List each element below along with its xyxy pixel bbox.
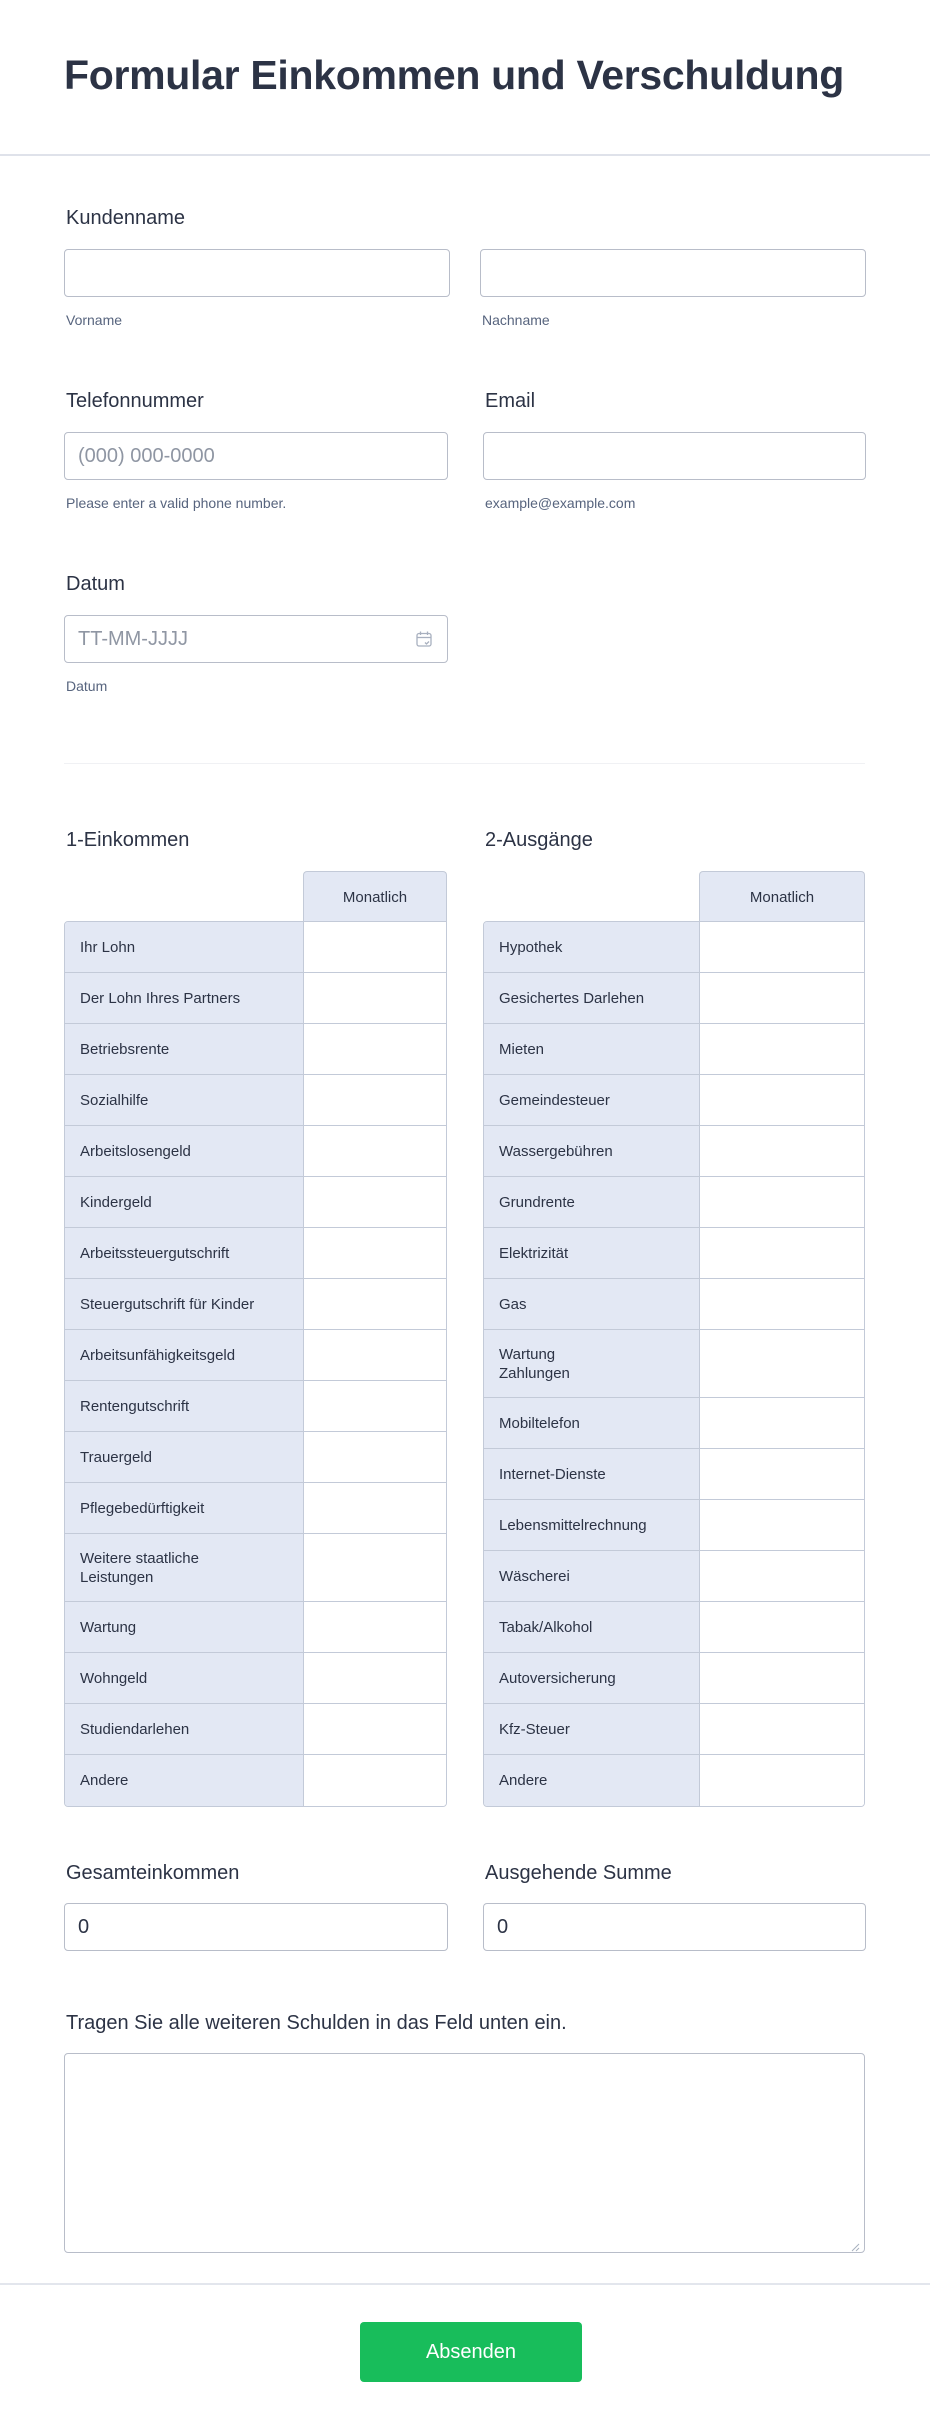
matrix-row-label: Gas	[484, 1279, 700, 1329]
matrix-row-label: Gesichertes Darlehen	[484, 973, 700, 1023]
matrix-row	[65, 1602, 446, 1653]
customer-name-label: Kundenname	[66, 207, 185, 229]
matrix-row-label: Wohngeld	[65, 1653, 304, 1703]
matrix-row	[484, 1126, 864, 1177]
matrix-monthly-input[interactable]	[304, 1126, 446, 1176]
matrix-row-label: Kindergeld	[65, 1177, 304, 1227]
matrix-row-label: Andere	[484, 1755, 700, 1806]
matrix-row-label: Kfz-Steuer	[484, 1704, 700, 1754]
total-income-input[interactable]: 0	[64, 1903, 448, 1951]
matrix-monthly-input[interactable]	[304, 922, 446, 972]
matrix-row	[65, 1755, 446, 1806]
other-debts-label: Tragen Sie alle weiteren Schulden in das Feld unten ein.	[66, 2012, 567, 2034]
income-section-title: 1-Einkommen	[66, 829, 190, 851]
matrix-row	[484, 1551, 864, 1602]
matrix-row	[65, 1381, 446, 1432]
matrix-row	[65, 1653, 446, 1704]
matrix-monthly-input[interactable]	[304, 1653, 446, 1703]
matrix-monthly-input[interactable]	[700, 1500, 864, 1550]
matrix-row-label: Rentengutschrift	[65, 1381, 304, 1431]
matrix-monthly-input[interactable]	[700, 1279, 864, 1329]
matrix-row	[65, 1279, 446, 1330]
matrix-row	[484, 1755, 864, 1806]
matrix-monthly-input[interactable]	[304, 1228, 446, 1278]
matrix-monthly-input[interactable]	[700, 1704, 864, 1754]
matrix-row-label: Arbeitsunfähigkeitsgeld	[65, 1330, 304, 1380]
matrix-monthly-input[interactable]	[304, 1330, 446, 1380]
matrix-row-label: Studiendarlehen	[65, 1704, 304, 1754]
matrix-row	[65, 1126, 446, 1177]
matrix-row-label: Steuergutschrift für Kinder	[65, 1279, 304, 1329]
matrix-row	[484, 1704, 864, 1755]
phone-label: Telefonnummer	[66, 390, 204, 412]
footer-divider	[0, 2283, 930, 2285]
matrix-monthly-input[interactable]	[304, 973, 446, 1023]
matrix-row-label: Mobiltelefon	[484, 1398, 700, 1448]
matrix-monthly-input[interactable]	[700, 1126, 864, 1176]
matrix-row	[65, 922, 446, 973]
matrix-row-label: Elektrizität	[484, 1228, 700, 1278]
matrix-monthly-input[interactable]	[700, 1449, 864, 1499]
matrix-row	[65, 1704, 446, 1755]
matrix-row	[484, 1075, 864, 1126]
matrix-monthly-input[interactable]	[304, 1075, 446, 1125]
submit-button[interactable]: Absenden	[360, 2322, 582, 2382]
matrix-monthly-input[interactable]	[304, 1483, 446, 1533]
matrix-row	[484, 1449, 864, 1500]
matrix-row-label: Wassergebühren	[484, 1126, 700, 1176]
matrix-row-label: Sozialhilfe	[65, 1075, 304, 1125]
matrix-row	[65, 973, 446, 1024]
matrix-row	[65, 1330, 446, 1381]
matrix-row	[484, 1279, 864, 1330]
total-expense-label: Ausgehende Summe	[485, 1862, 672, 1884]
matrix-row-label: Ihr Lohn	[65, 922, 304, 972]
section-divider	[64, 763, 865, 764]
matrix-row	[65, 1024, 446, 1075]
email-label: Email	[485, 390, 536, 412]
first-name-input[interactable]	[64, 249, 450, 297]
form-header	[0, 0, 930, 156]
matrix-row-label: Wartung	[65, 1602, 304, 1652]
matrix-row	[484, 973, 864, 1024]
total-income-label: Gesamteinkommen	[66, 1862, 240, 1884]
matrix-row-label: Autoversicherung	[484, 1653, 700, 1703]
matrix-row	[65, 1177, 446, 1228]
phone-placeholder: (000) 000-0000	[78, 444, 215, 467]
matrix-monthly-input[interactable]	[700, 1551, 864, 1601]
matrix-monthly-input[interactable]	[700, 1228, 864, 1278]
matrix-row-label: Internet-Dienste	[484, 1449, 700, 1499]
matrix-row	[65, 1432, 446, 1483]
date-label: Datum	[66, 573, 125, 595]
matrix-row-label: Der Lohn Ihres Partners	[65, 973, 304, 1023]
matrix-monthly-input[interactable]	[304, 1755, 446, 1806]
matrix-monthly-input[interactable]	[700, 1602, 864, 1652]
phone-input[interactable]	[64, 432, 448, 480]
matrix-monthly-input[interactable]	[304, 1279, 446, 1329]
matrix-row-label: Wartung Zahlungen	[484, 1330, 700, 1397]
matrix-row-label: Arbeitssteuergutschrift	[65, 1228, 304, 1278]
matrix-row	[65, 1075, 446, 1126]
matrix-row	[484, 1500, 864, 1551]
matrix-row-label: Andere	[65, 1755, 304, 1806]
last-name-sublabel: Nachname	[482, 312, 550, 328]
matrix-row	[65, 1228, 446, 1279]
matrix-monthly-input[interactable]	[700, 973, 864, 1023]
matrix-monthly-input[interactable]	[304, 1177, 446, 1227]
matrix-monthly-input[interactable]	[304, 1602, 446, 1652]
expenses-column-header: Monatlich	[699, 871, 865, 922]
last-name-input[interactable]	[480, 249, 866, 297]
matrix-row	[484, 1602, 864, 1653]
matrix-row	[484, 1398, 864, 1449]
matrix-row-label: Hypothek	[484, 922, 700, 972]
matrix-row-label: Gemeindesteuer	[484, 1075, 700, 1125]
matrix-row	[484, 1653, 864, 1704]
matrix-row-label: Weitere staatliche Leistungen	[65, 1534, 304, 1601]
total-expense-input[interactable]: 0	[483, 1903, 866, 1951]
email-sublabel: example@example.com	[485, 495, 636, 511]
matrix-monthly-input[interactable]	[304, 1534, 446, 1601]
matrix-row-label: Tabak/Alkohol	[484, 1602, 700, 1652]
matrix-row	[65, 1483, 446, 1534]
income-matrix	[64, 921, 447, 1807]
matrix-row	[484, 1228, 864, 1279]
matrix-row	[484, 1330, 864, 1398]
matrix-monthly-input[interactable]	[304, 1432, 446, 1482]
matrix-row-label: Trauergeld	[65, 1432, 304, 1482]
matrix-row-label: Arbeitslosengeld	[65, 1126, 304, 1176]
phone-sublabel: Please enter a valid phone number.	[66, 495, 287, 511]
matrix-row-label: Wäscherei	[484, 1551, 700, 1601]
matrix-monthly-input[interactable]	[700, 1330, 864, 1397]
matrix-monthly-input[interactable]	[304, 1704, 446, 1754]
date-placeholder: TT-MM-JJJJ	[78, 627, 188, 650]
matrix-monthly-input[interactable]	[700, 1177, 864, 1227]
matrix-row-label: Lebensmittelrechnung	[484, 1500, 700, 1550]
matrix-monthly-input[interactable]	[700, 1075, 864, 1125]
matrix-monthly-input[interactable]	[700, 1024, 864, 1074]
matrix-row-label: Betriebsrente	[65, 1024, 304, 1074]
email-input[interactable]	[483, 432, 866, 480]
resize-handle-icon[interactable]	[851, 2239, 860, 2248]
income-column-header: Monatlich	[303, 871, 447, 922]
other-debts-textarea[interactable]	[64, 2053, 865, 2253]
matrix-row-label: Pflegebedürftigkeit	[65, 1483, 304, 1533]
page-title: Formular Einkommen und Verschuldung	[64, 52, 844, 98]
matrix-row-label: Grundrente	[484, 1177, 700, 1227]
matrix-monthly-input[interactable]	[304, 1024, 446, 1074]
matrix-row	[484, 922, 864, 973]
matrix-row	[484, 1177, 864, 1228]
expenses-section-title: 2-Ausgänge	[485, 829, 593, 851]
matrix-row	[484, 1024, 864, 1075]
matrix-monthly-input[interactable]	[700, 1398, 864, 1448]
matrix-monthly-input[interactable]	[304, 1381, 446, 1431]
matrix-row	[65, 1534, 446, 1602]
expenses-matrix	[483, 921, 865, 1807]
matrix-monthly-input[interactable]	[700, 1653, 864, 1703]
date-sublabel: Datum	[66, 678, 108, 694]
date-input[interactable]	[64, 615, 448, 663]
matrix-monthly-input[interactable]	[700, 1755, 864, 1806]
matrix-monthly-input[interactable]	[700, 922, 864, 972]
matrix-row-label: Mieten	[484, 1024, 700, 1074]
calendar-icon[interactable]	[415, 630, 433, 648]
first-name-sublabel: Vorname	[66, 312, 123, 328]
